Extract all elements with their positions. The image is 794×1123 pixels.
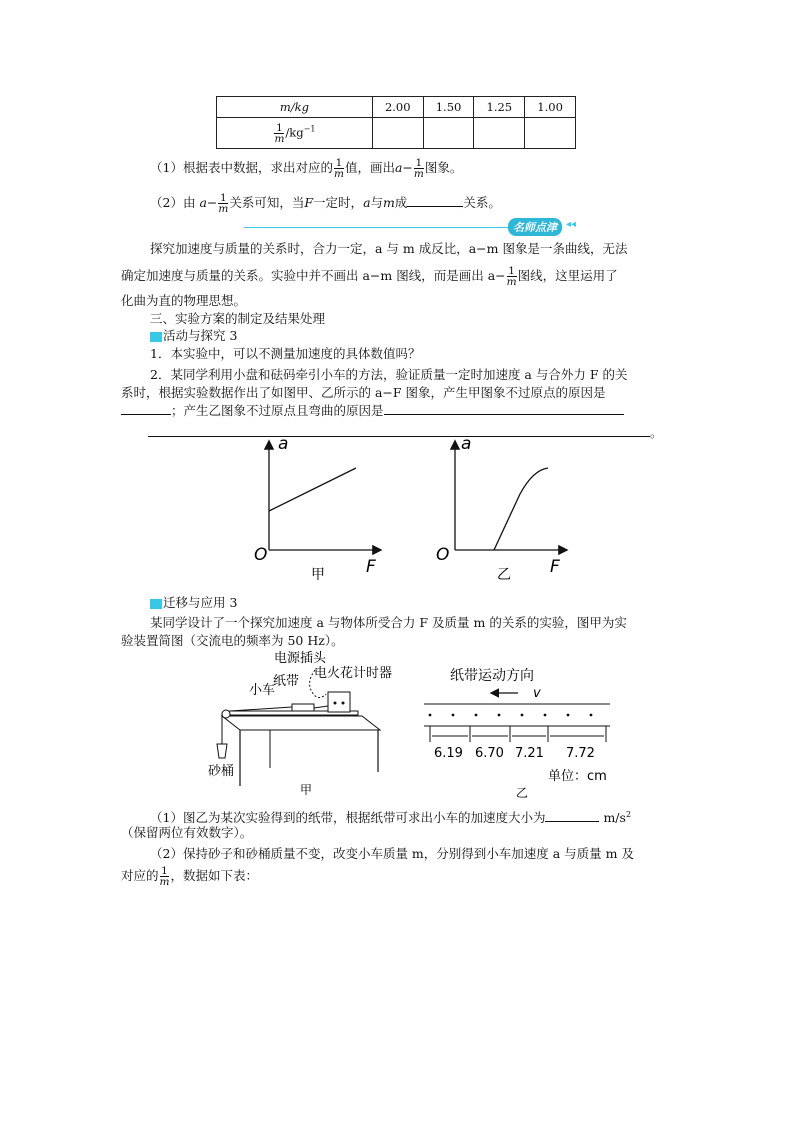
graph-line-jia bbox=[269, 468, 356, 511]
table-cell bbox=[423, 118, 474, 149]
table-row bbox=[217, 118, 576, 149]
cart bbox=[292, 704, 314, 711]
measurement-ticks bbox=[430, 726, 606, 742]
table-cell: 1.50 bbox=[423, 97, 474, 118]
graph-curve-yi bbox=[494, 468, 548, 550]
data-table bbox=[216, 96, 576, 149]
pulley bbox=[222, 710, 230, 718]
af-graphs bbox=[240, 432, 580, 582]
label-cart: 小车 bbox=[249, 683, 276, 698]
unit-label: 单位：cm bbox=[548, 769, 607, 784]
table-cell: 1.25 bbox=[474, 97, 525, 118]
segment-2: 6.70 bbox=[475, 746, 504, 761]
chevrons-icon: ◂◂ bbox=[566, 219, 577, 230]
activity-q2-line2: 系时，根据实验数据作出了如图甲、乙所示的 a−F 图象，产生甲图象不过原点的原因是 bbox=[121, 385, 606, 400]
question-1: （1）根据表中数据，求出对应的 $\frac{1}{m}$ 值，画出a− $\frac{1}{m}$ 图象。 bbox=[150, 157, 463, 180]
table-cell bbox=[372, 118, 423, 149]
y-axis-label-right: a bbox=[461, 434, 472, 454]
table-cell: 2.00 bbox=[372, 97, 423, 118]
answer-blank[interactable] bbox=[545, 821, 599, 822]
y-axis-label-left: a bbox=[278, 434, 289, 454]
part-1-line-2: （保留两位有效数字）。 bbox=[121, 825, 253, 840]
x-axis-label-right: F bbox=[550, 557, 560, 577]
note-line-3: 化曲为直的物理思想。 bbox=[121, 293, 247, 308]
x-axis-label-left: F bbox=[366, 557, 376, 577]
answer-blank[interactable] bbox=[407, 206, 463, 207]
transfer-line-1: 某同学设计了一个探究加速度 a 与物体所受合力 F 及质量 m 的关系的实验，图甲为实 bbox=[150, 615, 627, 630]
table-top bbox=[222, 716, 380, 730]
part-1-line-1: （1）图乙为某次实验得到的纸带，根据纸带可求出小车的加速度大小为 $m/s^2$ bbox=[150, 810, 632, 826]
paper-tape-figure bbox=[420, 660, 620, 800]
tape-dots bbox=[429, 714, 593, 717]
label-tape-direction: 纸带运动方向 bbox=[450, 668, 534, 684]
part-2-line-2: 对应的 $\frac{1}{m}$ ，数据如下表： bbox=[121, 865, 258, 888]
segment-1: 6.19 bbox=[434, 746, 463, 761]
table-header-mass: m/kg bbox=[217, 97, 373, 118]
note-line-2: 确定加速度与质量的关系。实验中并不画出 a−m 图线，而是画出 a− $\frac{1}{m}$ 图线，这里运用了 bbox=[121, 265, 618, 288]
table-row bbox=[217, 97, 576, 118]
origin-label-right: O bbox=[436, 545, 450, 565]
answer-blank[interactable] bbox=[121, 414, 171, 415]
segment-4: 7.72 bbox=[566, 746, 595, 761]
graph-label-yi: 乙 bbox=[497, 567, 511, 582]
activity-heading: 活动与探究 3 bbox=[150, 327, 237, 345]
part-2-line-1: （2）保持砂子和砂桶质量不变，改变小车质量 m，分别得到小车加速度 a 与质量 m 及 bbox=[150, 846, 634, 861]
badge-rule bbox=[244, 227, 544, 228]
label-power-plug: 电源插头 bbox=[274, 651, 327, 666]
sand-bucket bbox=[217, 744, 227, 758]
velocity-label: v bbox=[533, 686, 541, 701]
apparatus-figure bbox=[200, 648, 400, 798]
table-cell bbox=[525, 118, 576, 149]
answer-blank[interactable] bbox=[384, 414, 624, 415]
origin-label-left: O bbox=[254, 545, 268, 565]
spark-timer bbox=[328, 692, 350, 712]
label-spark-timer: 电火花计时器 bbox=[314, 666, 393, 681]
string bbox=[230, 707, 292, 711]
transfer-line-2: 验装置简图（交流电的频率为 50 Hz）。 bbox=[121, 633, 344, 648]
activity-q2-line4: 。 bbox=[148, 424, 663, 442]
note-line-1: 探究加速度与质量的关系时，合力一定，a 与 m 成反比，a−m 图象是一条曲线，无法 bbox=[150, 241, 628, 256]
paper-tape bbox=[314, 706, 328, 708]
activity-tag-icon bbox=[150, 332, 162, 342]
label-sand-bucket: 砂桶 bbox=[208, 764, 235, 779]
activity-q2-line1: 2．某同学利用小盘和砝码牵引小车的方法，验证质量一定时加速度 a 与合外力 F 的关 bbox=[150, 367, 628, 382]
activity-q2-line3: ；产生乙图象不过原点且弯曲的原因是 bbox=[121, 402, 624, 420]
segment-3: 7.21 bbox=[515, 746, 544, 761]
graph-label-jia: 甲 bbox=[311, 567, 325, 582]
table-cell bbox=[474, 118, 525, 149]
table-header-inverse-mass: $\frac{1}{m}$ $/kg^{-1}$ bbox=[217, 118, 373, 149]
figure-label-jia: 甲 bbox=[300, 783, 313, 797]
question-2: （2）由 a− $\frac{1}{m}$ 关系可知，当F一定时，a与m成 关系。 bbox=[150, 192, 501, 215]
label-paper-tape: 纸带 bbox=[273, 674, 300, 689]
activity-q1: 1．本实验中，可以不测量加速度的具体数值吗？ bbox=[150, 346, 421, 361]
figure-label-yi: 乙 bbox=[516, 786, 529, 800]
section-heading: 三、实验方案的制定及结果处理 bbox=[150, 311, 326, 326]
teacher-tip-badge: 名师点津 bbox=[508, 218, 562, 236]
transfer-tag-icon bbox=[150, 599, 162, 609]
transfer-heading: 迁移与应用 3 bbox=[150, 594, 237, 612]
table-cell: 1.00 bbox=[525, 97, 576, 118]
